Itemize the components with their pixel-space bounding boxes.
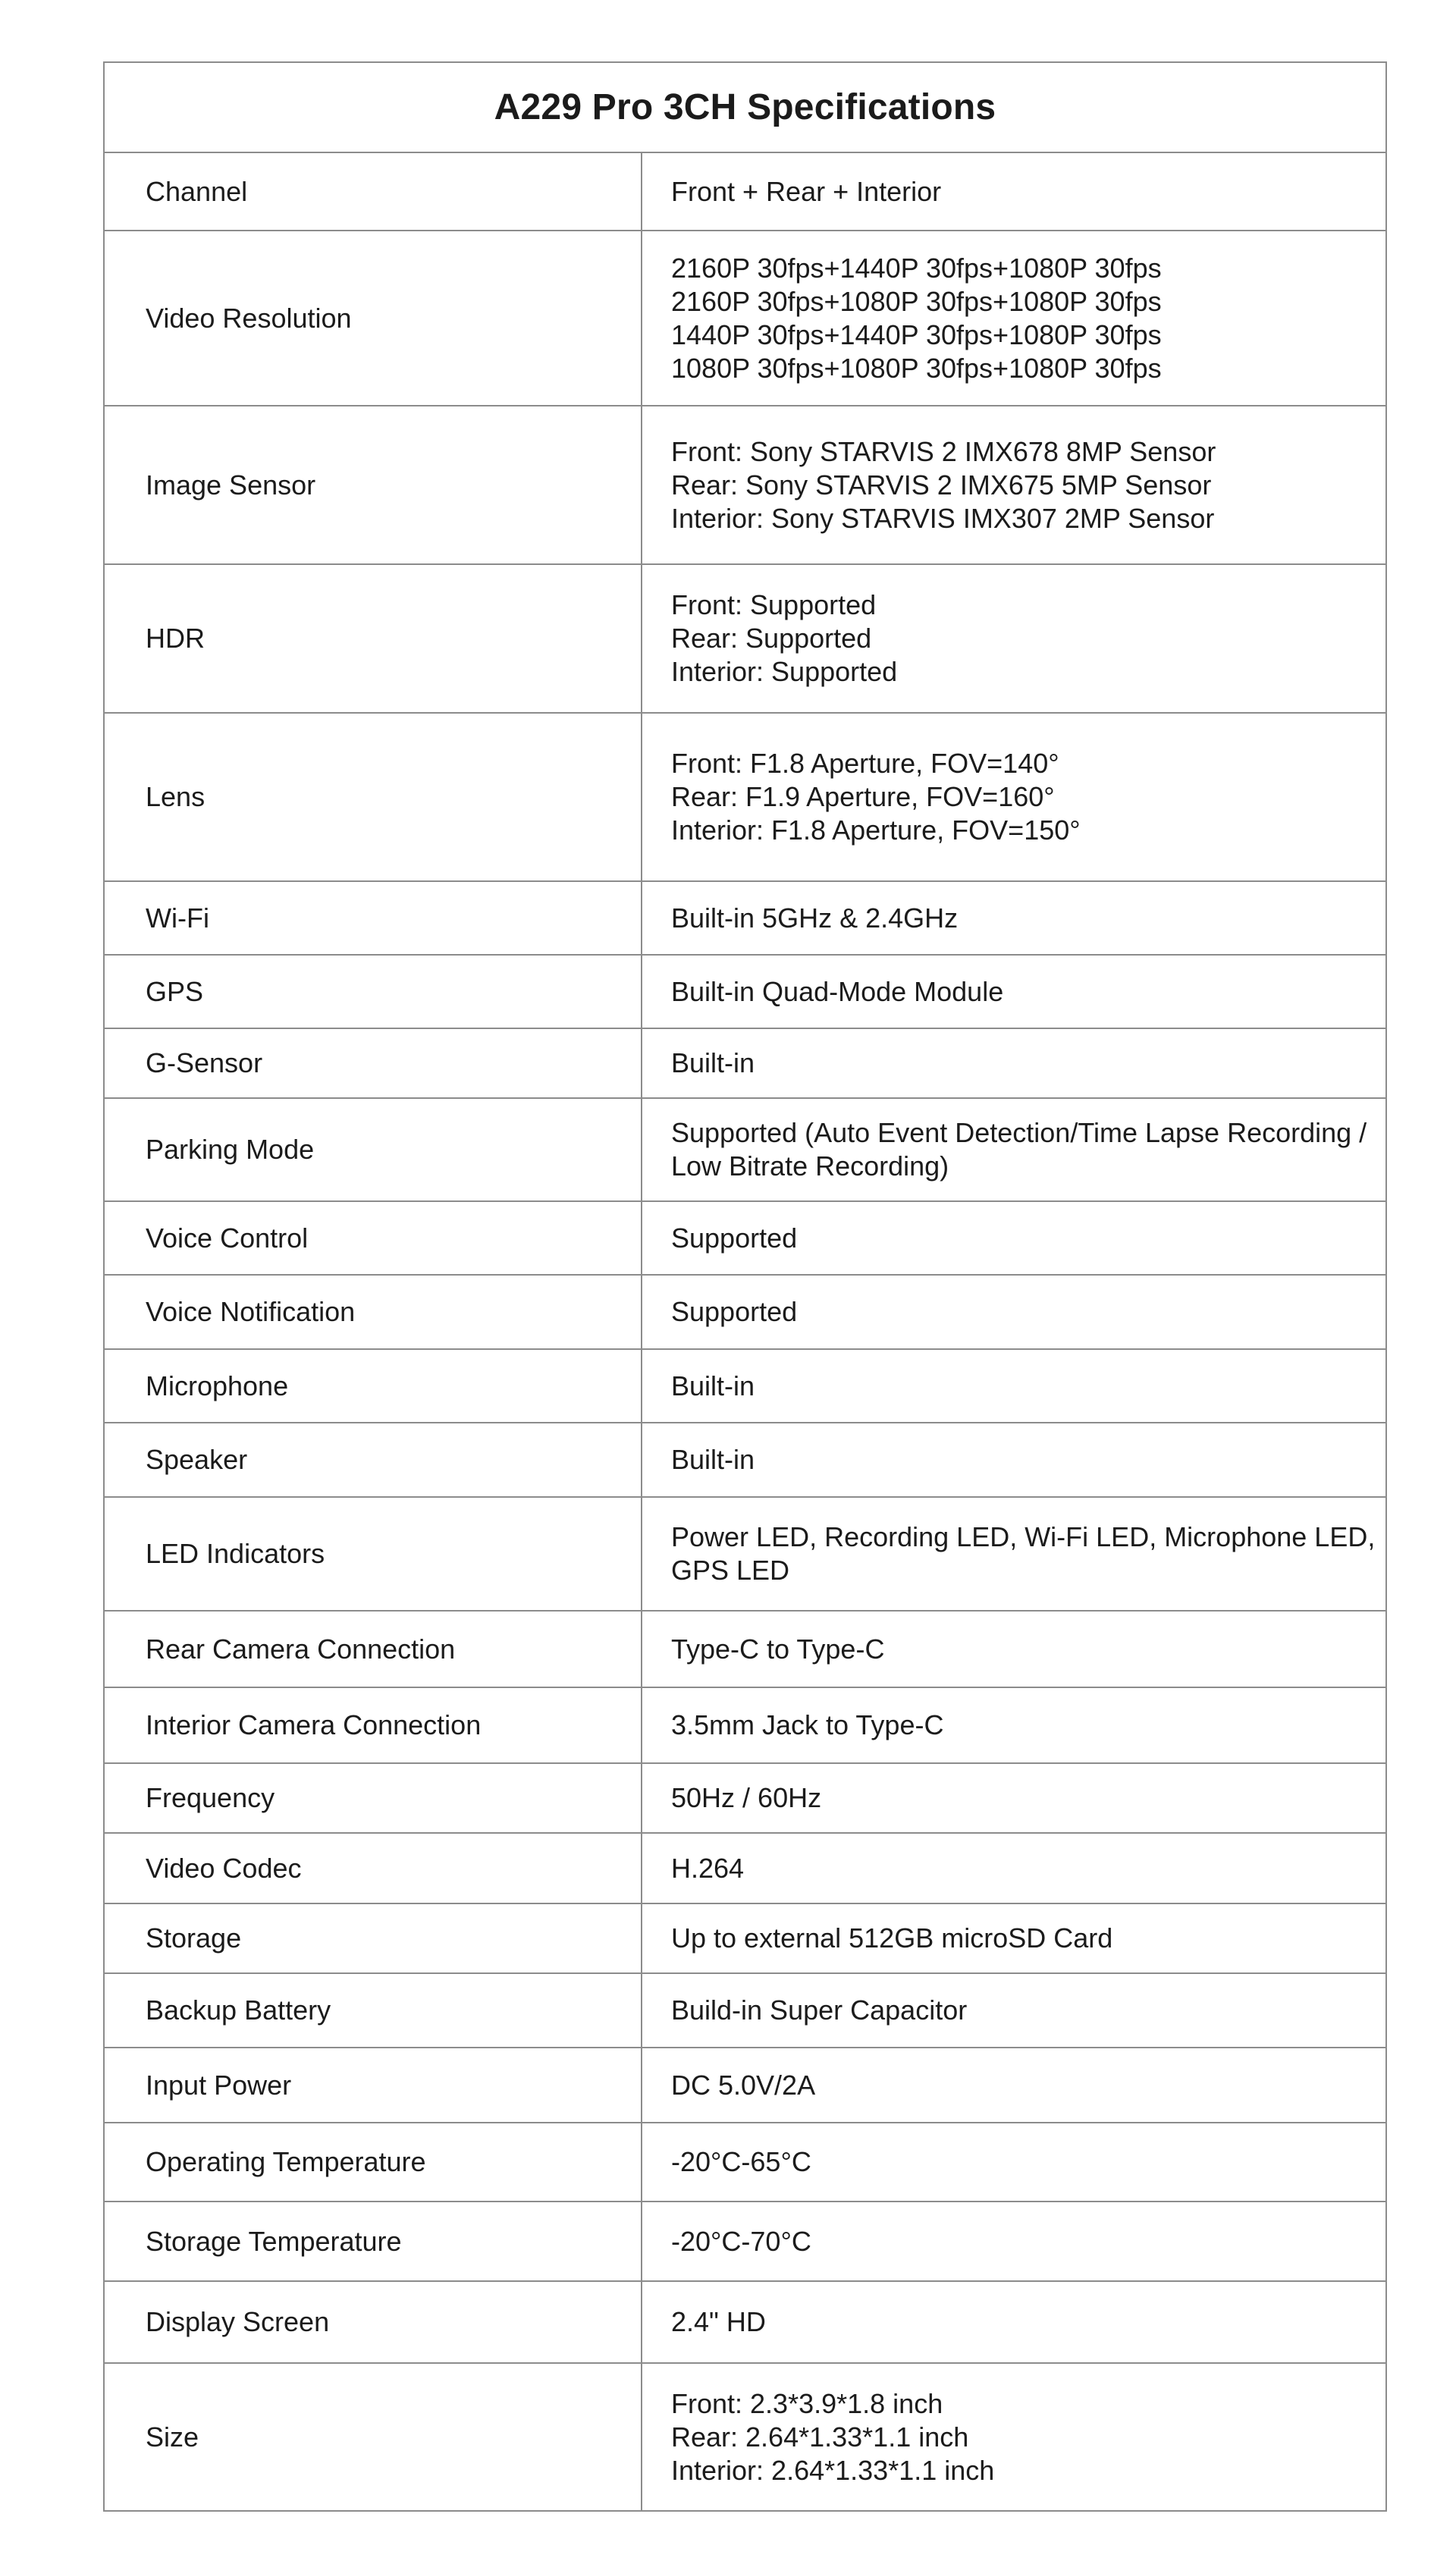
spec-value-line: Built-in [671,1047,755,1078]
spec-row [105,1202,1385,1276]
spec-value [642,565,1385,712]
spec-row [105,406,1385,565]
spec-row [105,1764,1385,1834]
spec-label: Image Sensor [105,406,642,563]
spec-value [642,153,1385,230]
spec-value-line: Front: F1.8 Aperture, FOV=140° [671,748,1059,779]
spec-value [642,882,1385,954]
spec-value [642,714,1385,880]
spec-row [105,1350,1385,1423]
spec-value-line: Front: Sony STARVIS 2 IMX678 8MP Sensor [671,435,1216,467]
spec-value-line: Power LED, Recording LED, Wi-Fi LED, Microphone LED, GPS LED [671,1521,1376,1586]
spec-label: Speaker [105,1423,642,1496]
spec-row [105,1904,1385,1974]
spec-label: Wi-Fi [105,882,642,954]
spec-value-line: 1080P 30fps+1080P 30fps+1080P 30fps [671,352,1162,384]
spec-value [642,1764,1385,1832]
spec-table [103,61,1387,2512]
spec-value-line: Front: 2.3*3.9*1.8 inch [671,2387,943,2419]
spec-value [642,1612,1385,1687]
spec-label: Voice Control [105,1202,642,1274]
spec-row [105,2123,1385,2202]
spec-row [105,1688,1385,1764]
spec-row [105,714,1385,882]
spec-value-line: 3.5mm Jack to Type-C [671,1709,944,1740]
spec-label: Storage [105,1904,642,1972]
spec-value-line: Type-C to Type-C [671,1633,885,1665]
spec-value-line: Supported [671,1222,798,1254]
spec-row [105,1834,1385,1904]
spec-label: LED Indicators [105,1498,642,1610]
spec-value [642,1498,1385,1610]
spec-row [105,1974,1385,2048]
spec-value [642,1099,1385,1200]
spec-label: Size [105,2364,642,2510]
spec-label: Display Screen [105,2282,642,2362]
spec-label: G-Sensor [105,1029,642,1097]
spec-value-line: -20°C-70°C [671,2225,811,2257]
spec-row [105,1029,1385,1099]
spec-value [642,1029,1385,1097]
spec-value [642,956,1385,1028]
spec-value [642,1276,1385,1348]
spec-value-line: Interior: 2.64*1.33*1.1 inch [671,2454,995,2486]
spec-value-line: Build-in Super Capacitor [671,1994,968,2026]
spec-value [642,2282,1385,2362]
spec-value-line: 2160P 30fps+1080P 30fps+1080P 30fps [671,285,1162,317]
spec-value-line: 1440P 30fps+1440P 30fps+1080P 30fps [671,319,1162,350]
spec-row [105,565,1385,714]
spec-label: Backup Battery [105,1974,642,2047]
spec-label: Microphone [105,1350,642,1422]
spec-value-line: Rear: F1.9 Aperture, FOV=160° [671,781,1055,812]
spec-value-line: Supported [671,1296,798,1327]
spec-value [642,1974,1385,2047]
spec-value-line: Front + Rear + Interior [671,175,942,207]
spec-value [642,1904,1385,1972]
spec-title: A229 Pro 3CH Specifications [494,87,996,127]
spec-row [105,2202,1385,2282]
spec-value [642,1350,1385,1422]
spec-label: Channel [105,153,642,230]
spec-label: Video Resolution [105,231,642,405]
spec-label: Lens [105,714,642,880]
spec-label: Input Power [105,2048,642,2122]
spec-value-line: Interior: Supported [671,656,898,687]
spec-value [642,2364,1385,2510]
spec-value [642,1834,1385,1903]
spec-value-line: Rear: 2.64*1.33*1.1 inch [671,2421,969,2453]
spec-rows [105,153,1385,2510]
spec-row [105,2048,1385,2123]
spec-value-line: Up to external 512GB microSD Card [671,1922,1113,1954]
spec-value-line: Built-in [671,1444,755,1475]
spec-row [105,1612,1385,1688]
spec-value [642,2123,1385,2201]
spec-value-line: Built-in 5GHz & 2.4GHz [671,902,959,934]
spec-value [642,406,1385,563]
spec-label: Rear Camera Connection [105,1612,642,1687]
spec-value-line: Built-in Quad-Mode Module [671,975,1004,1007]
spec-row [105,1498,1385,1612]
spec-value [642,231,1385,405]
spec-row [105,153,1385,231]
spec-row [105,2364,1385,2510]
spec-value [642,1688,1385,1762]
spec-value [642,1202,1385,1274]
spec-row [105,882,1385,956]
spec-label: Voice Notification [105,1276,642,1348]
spec-value-line: Rear: Supported [671,623,872,654]
spec-label: Parking Mode [105,1099,642,1200]
spec-row [105,1423,1385,1498]
spec-value [642,2048,1385,2122]
spec-value-line: 2.4" HD [671,2306,766,2337]
spec-value-line: Rear: Sony STARVIS 2 IMX675 5MP Sensor [671,469,1212,501]
spec-value-line: Built-in [671,1370,755,1401]
spec-header [105,63,1385,153]
spec-value-line: Front: Supported [671,589,877,620]
spec-label: Interior Camera Connection [105,1688,642,1762]
spec-label: Operating Temperature [105,2123,642,2201]
spec-label: Video Codec [105,1834,642,1903]
spec-value-line: 2160P 30fps+1440P 30fps+1080P 30fps [671,252,1162,284]
spec-label: HDR [105,565,642,712]
spec-row [105,231,1385,406]
spec-value-line: H.264 [671,1852,745,1884]
spec-row [105,2282,1385,2364]
spec-value [642,1423,1385,1496]
spec-label: GPS [105,956,642,1028]
spec-value-line: Interior: Sony STARVIS IMX307 2MP Sensor [671,502,1215,534]
spec-value [642,2202,1385,2280]
spec-value-line: Supported (Auto Event Detection/Time Lapse Recording / Low Bitrate Recording) [671,1117,1367,1182]
spec-label: Storage Temperature [105,2202,642,2280]
spec-row [105,1099,1385,1202]
spec-value-line: 50Hz / 60Hz [671,1782,822,1813]
spec-row [105,956,1385,1029]
spec-value-line: Interior: F1.8 Aperture, FOV=150° [671,814,1081,846]
spec-value-line: DC 5.0V/2A [671,2069,816,2101]
spec-label: Frequency [105,1764,642,1832]
spec-value-line: -20°C-65°C [671,2146,811,2177]
spec-row [105,1276,1385,1350]
